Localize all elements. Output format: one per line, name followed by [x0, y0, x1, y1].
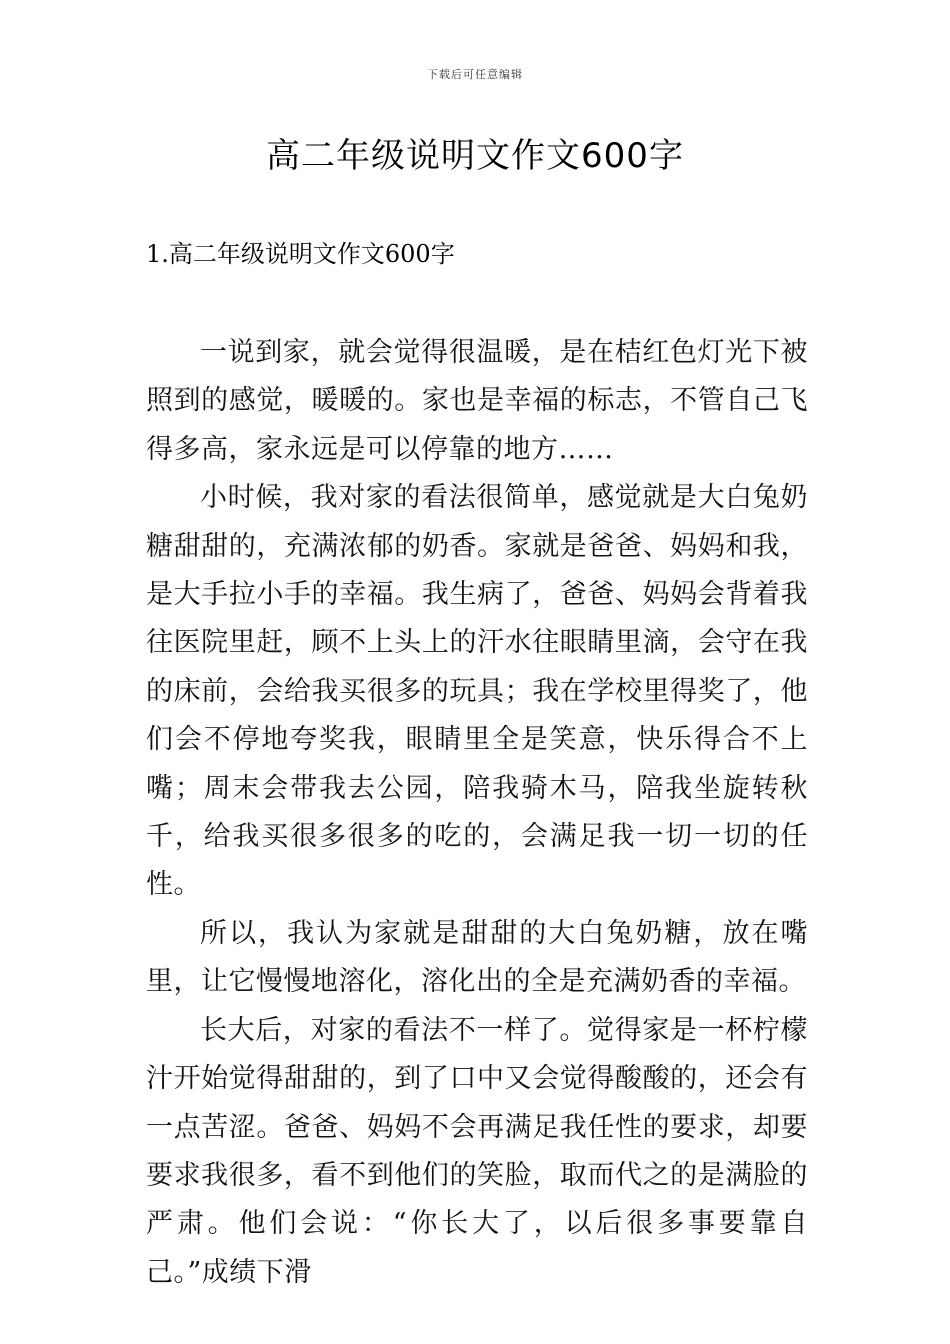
section-heading: 1.高二年级说明文作文600字 — [146, 240, 455, 268]
paragraph-2: 小时候，我对家的看法很简单，感觉就是大白兔奶糖甜甜的，充满浓郁的奶香。家就是爸爸、妈妈和我，是大手拉小手的幸福。我生病了，爸爸、妈妈会背着我往医院里赶，顾不上头上的汗水往眼睛里滴，会守在我的床前，会给我买很多的玩具；我在学校里得奖了，他们会不停地夸奖我，眼睛里全是笑意，快乐得合不上嘴；周末会带我去公园，陪我骑木马，陪我坐旋转秋千，给我买很多很多的吃的，会满足我一切一切的任性。 — [146, 482, 808, 901]
body-text — [146, 329, 808, 1297]
paragraph-4: 长大后，对家的看法不一样了。觉得家是一杯柠檬汁开始觉得甜甜的，到了口中又会觉得酸酸的，还会有一点苦涩。爸爸、妈妈不会再满足我任性的要求，却要要求我很多，看不到他们的笑脸，取而代之的是满脸的严肃。他们会说：“你长大了，以后很多事要靠自己。”成绩下滑 — [146, 1014, 808, 1288]
document-title: 高二年级说明文作文600字 — [266, 136, 684, 176]
header-note: 下载后可任意编辑 — [427, 68, 523, 81]
paragraph-1: 一说到家，就会觉得很温暖，是在桔红色灯光下被照到的感觉，暖暖的。家也是幸福的标志，不管自己飞得多高，家永远是可以停靠的地方…… — [146, 337, 808, 465]
paragraph-3: 所以，我认为家就是甜甜的大白兔奶糖，放在嘴里，让它慢慢地溶化，溶化出的全是充满奶香的幸福。 — [146, 917, 808, 998]
